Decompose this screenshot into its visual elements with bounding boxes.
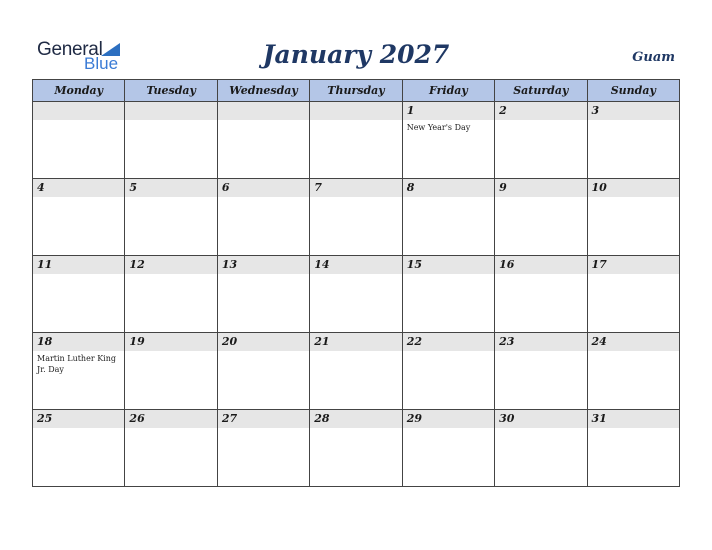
- day-number: 3: [588, 102, 679, 120]
- day-number: 30: [495, 410, 586, 428]
- weekday-header: Friday: [402, 80, 494, 102]
- day-number: 24: [588, 333, 679, 351]
- day-cell[interactable]: [587, 102, 679, 179]
- day-cell[interactable]: [125, 410, 217, 487]
- logo-general-text: General: [37, 39, 103, 60]
- day-cell[interactable]: [217, 410, 309, 487]
- day-number: 7: [310, 179, 401, 197]
- day-cell[interactable]: [495, 410, 587, 487]
- day-cell[interactable]: [310, 102, 402, 179]
- holiday-label: [403, 274, 494, 276]
- holiday-label: [218, 428, 309, 430]
- day-cell[interactable]: [217, 102, 309, 179]
- holiday-label: [33, 274, 124, 276]
- weekday-header: Wednesday: [217, 80, 309, 102]
- weekday-header: Thursday: [310, 80, 402, 102]
- day-number: [33, 102, 124, 120]
- day-cell[interactable]: [402, 256, 494, 333]
- day-cell[interactable]: [217, 256, 309, 333]
- day-number: 23: [495, 333, 586, 351]
- day-cell[interactable]: [310, 333, 402, 410]
- day-number: 12: [125, 256, 216, 274]
- holiday-label: [588, 197, 679, 199]
- holiday-label: [125, 428, 216, 430]
- day-cell[interactable]: [217, 333, 309, 410]
- holiday-label: [588, 274, 679, 276]
- day-number: [218, 102, 309, 120]
- day-cell[interactable]: [495, 256, 587, 333]
- weekday-header: Saturday: [495, 80, 587, 102]
- holiday-label: [310, 274, 401, 276]
- day-number: 26: [125, 410, 216, 428]
- holiday-label: [495, 274, 586, 276]
- day-cell[interactable]: [125, 256, 217, 333]
- day-number: 5: [125, 179, 216, 197]
- holiday-label: [125, 197, 216, 199]
- holiday-label: [310, 428, 401, 430]
- day-number: 14: [310, 256, 401, 274]
- holiday-label: [495, 197, 586, 199]
- holiday-label: [310, 351, 401, 353]
- day-cell[interactable]: [402, 102, 494, 179]
- day-number: 21: [310, 333, 401, 351]
- holiday-label: Martin Luther King Jr. Day: [37, 354, 116, 374]
- day-cell[interactable]: [587, 333, 679, 410]
- holiday-label: [588, 120, 679, 122]
- day-cell[interactable]: [125, 179, 217, 256]
- holiday-label: [495, 120, 586, 122]
- calendar-title: January 2027: [262, 40, 450, 69]
- day-cell[interactable]: [495, 102, 587, 179]
- day-cell[interactable]: [495, 333, 587, 410]
- day-cell[interactable]: [587, 256, 679, 333]
- holiday-label: [218, 197, 309, 199]
- day-cell[interactable]: [402, 410, 494, 487]
- holiday-label: [495, 351, 586, 353]
- day-number: 19: [125, 333, 216, 351]
- day-cell[interactable]: [217, 179, 309, 256]
- weekday-header-row: [33, 80, 680, 102]
- day-cell[interactable]: [125, 333, 217, 410]
- day-cell[interactable]: [33, 333, 125, 410]
- day-number: 13: [218, 256, 309, 274]
- holiday-label: [403, 428, 494, 430]
- holiday-label: [588, 428, 679, 430]
- day-number: 27: [218, 410, 309, 428]
- holiday-label: [403, 197, 494, 199]
- holiday-label: [218, 351, 309, 353]
- weekday-header: Monday: [33, 80, 125, 102]
- holiday-label: [310, 197, 401, 199]
- holiday-label: New Year's Day: [406, 123, 471, 132]
- day-number: 18: [33, 333, 124, 351]
- day-number: 8: [403, 179, 494, 197]
- week-row: [33, 179, 680, 256]
- weekday-header: Sunday: [587, 80, 679, 102]
- day-number: 9: [495, 179, 586, 197]
- holiday-label: [218, 274, 309, 276]
- calendar-body: [33, 102, 680, 487]
- day-number: 11: [33, 256, 124, 274]
- weekday-header: Tuesday: [125, 80, 217, 102]
- day-number: 16: [495, 256, 586, 274]
- day-number: 31: [588, 410, 679, 428]
- day-number: 17: [588, 256, 679, 274]
- day-cell[interactable]: [310, 256, 402, 333]
- day-number: 25: [33, 410, 124, 428]
- day-number: 10: [588, 179, 679, 197]
- holiday-label: [125, 120, 216, 122]
- day-cell[interactable]: [402, 333, 494, 410]
- day-number: 22: [403, 333, 494, 351]
- day-cell[interactable]: [587, 410, 679, 487]
- holiday-label: [218, 120, 309, 122]
- day-cell[interactable]: [402, 179, 494, 256]
- day-number: [125, 102, 216, 120]
- day-number: 4: [33, 179, 124, 197]
- day-cell[interactable]: [33, 256, 125, 333]
- holiday-label: [33, 428, 124, 430]
- day-cell[interactable]: [310, 179, 402, 256]
- holiday-label: [403, 351, 494, 353]
- region-label: Guam: [632, 50, 675, 65]
- day-cell[interactable]: [33, 102, 125, 179]
- day-cell[interactable]: [310, 410, 402, 487]
- holiday-label: [125, 351, 216, 353]
- day-cell[interactable]: [495, 179, 587, 256]
- day-number: 2: [495, 102, 586, 120]
- day-cell[interactable]: [33, 410, 125, 487]
- day-cell[interactable]: [33, 179, 125, 256]
- day-number: 29: [403, 410, 494, 428]
- week-row: [33, 102, 680, 179]
- holiday-label: [33, 197, 124, 199]
- day-number: 1: [403, 102, 494, 120]
- week-row: [33, 410, 680, 487]
- day-cell[interactable]: [125, 102, 217, 179]
- day-number: 20: [218, 333, 309, 351]
- holiday-label: [495, 428, 586, 430]
- day-number: 15: [403, 256, 494, 274]
- day-number: 6: [218, 179, 309, 197]
- calendar-grid: [32, 79, 680, 487]
- logo-blue-text: Blue: [84, 54, 119, 73]
- week-row: [33, 333, 680, 410]
- holiday-label: [33, 120, 124, 122]
- holiday-label: [310, 120, 401, 122]
- day-cell[interactable]: [587, 179, 679, 256]
- day-number: 28: [310, 410, 401, 428]
- holiday-label: [125, 274, 216, 276]
- day-number: [310, 102, 401, 120]
- holiday-label: [588, 351, 679, 353]
- week-row: [33, 256, 680, 333]
